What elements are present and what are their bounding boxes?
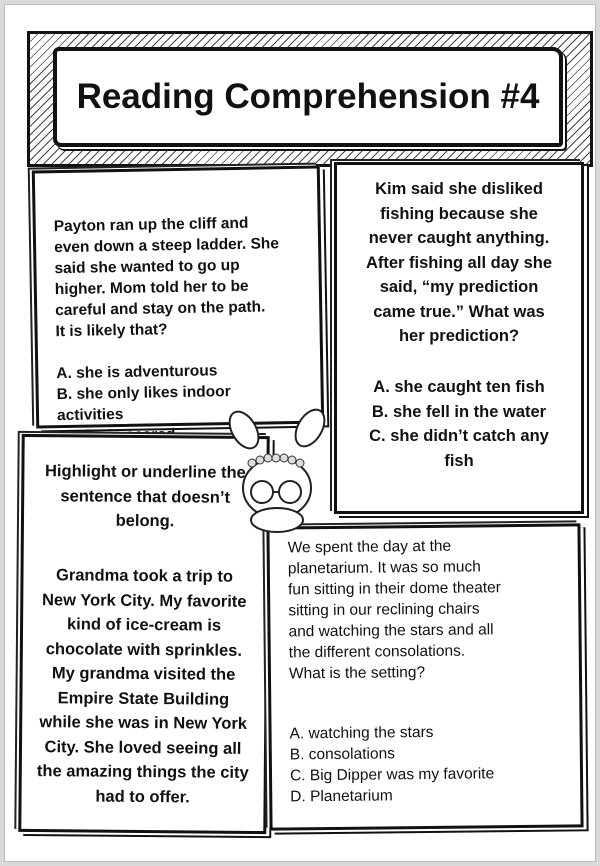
bunny-illustration-icon xyxy=(222,408,332,533)
answer-options: A. she caught ten fish B. she fell in the water C. she didn’t catch any fish xyxy=(369,378,549,470)
instruction: Highlight or underline the sentence that doesn’t belong. xyxy=(44,462,246,531)
question-box-kim xyxy=(334,162,584,514)
page-title: Reading Comprehension #4 xyxy=(76,77,540,116)
passage: We spent the day at the planetarium. It was so much fun sitting in their dome theater sitting in our reclining chairs and watching the stars and all the different consolations. What is the setting? xyxy=(287,537,501,683)
title-box xyxy=(53,47,563,147)
answer-options: A. watching the stars B. consolations C. Big Dipper was my favorite D. Planetarium xyxy=(289,723,495,806)
question-box-planetarium xyxy=(266,523,583,830)
passage: Payton ran up the cliff and even down a steep ladder. She said she wanted to go up higher. Mom told her to be careful and stay on the path. It is likely that? xyxy=(53,214,280,341)
question-box-payton xyxy=(32,166,324,429)
title-banner xyxy=(27,31,587,161)
passage: Kim said she disliked fishing because she never caught anything. After fishing all day she said, “my prediction came true.” What was her prediction? xyxy=(365,180,553,345)
passage: Grandma took a trip to New York City. My favorite kind of ice-cream is chocolate with sprinkles. My grandma visited the Empire State Building while she was in New York City. She loved seeing all the amazing things the city had to offer. xyxy=(36,566,249,806)
answer-options: A. she is adventurous B. she only likes indoor activities xyxy=(56,362,231,425)
